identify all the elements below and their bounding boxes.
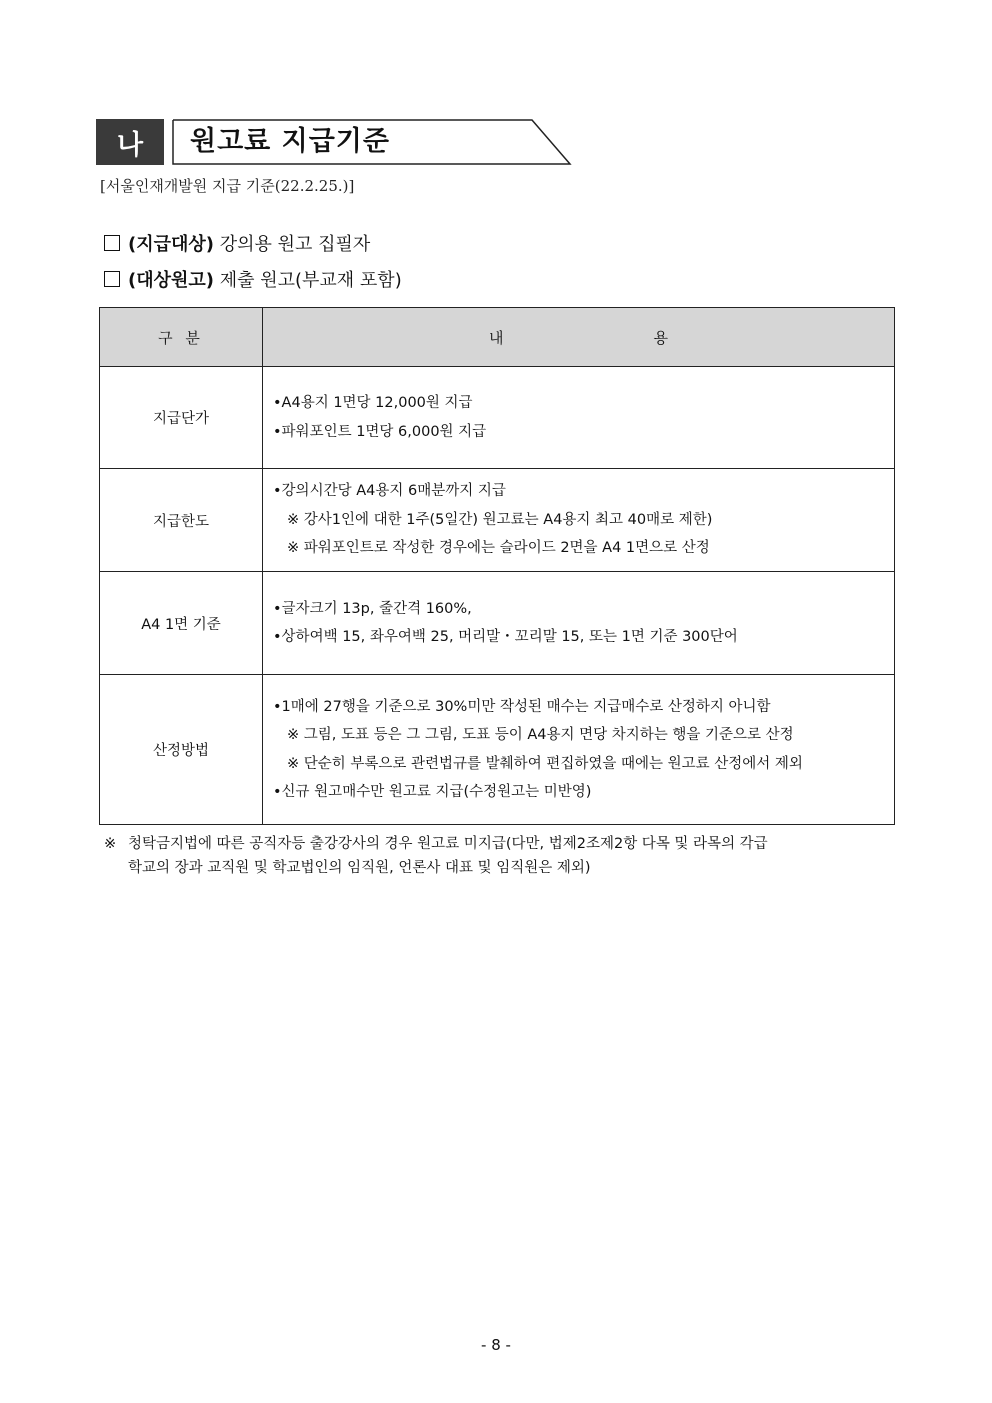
section-title: 원고료 지급기준 xyxy=(190,126,390,157)
row-content xyxy=(263,572,895,675)
footnote-text-1: 청탁금지법에 따른 공직자등 출강강사의 경우 원고료 미지급(다만, 법제2조제2항 다목 및 라목의 각급 xyxy=(128,836,768,852)
content-line: •강의시간당 A4용지 6매분까지 지급 xyxy=(273,483,506,500)
content-line: •A4용지 1면당 12,000원 지급 xyxy=(273,395,473,411)
table-header-row xyxy=(100,308,895,367)
item-label: (지급대상) xyxy=(128,234,215,255)
header-content-b: 용 xyxy=(653,328,668,347)
content-line: •1매에 27행을 기준으로 30%미만 작성된 매수는 지급매수로 산정하지 아니함 xyxy=(273,698,771,715)
header-content-a: 내 xyxy=(489,328,504,347)
table-row xyxy=(100,469,895,572)
content-line: •신규 원고매수만 원고료 지급(수정원고는 미반영) xyxy=(273,784,592,800)
section-title-box xyxy=(172,119,472,165)
item-target-manuscript xyxy=(104,266,402,292)
checkbox-square-icon xyxy=(104,271,120,287)
source-note: [서울인재개발원 지급 기준(22.2.25.)] xyxy=(100,177,355,195)
content-note: ※ 강사1인에 대한 1주(5일간) 원고료는 A4용지 최고 40매로 제한) xyxy=(287,511,713,528)
content-line: •파워포인트 1면당 6,000원 지급 xyxy=(273,423,487,440)
footnote-text-2: 학교의 장과 교직원 및 학교법인의 임직원, 언론사 대표 및 임직원은 제외) xyxy=(128,860,591,876)
header-category: 구 분 xyxy=(100,308,263,367)
table-row xyxy=(100,572,895,675)
row-category: 지급단가 xyxy=(100,367,263,469)
item-text: 강의용 원고 집필자 xyxy=(214,234,371,255)
content-line: •상하여백 15, 좌우여백 25, 머리말・꼬리말 15, 또는 1면 기준 300단어 xyxy=(273,629,738,645)
checkbox-square-icon xyxy=(104,235,120,251)
section-badge: 나 xyxy=(96,119,164,165)
row-category: A4 1면 기준 xyxy=(100,572,263,675)
section-header xyxy=(96,119,476,165)
row-content xyxy=(263,675,895,825)
content-note: ※ 그림, 도표 등은 그 그림, 도표 등이 A4용지 면당 차지하는 행을 기준으로 산정 xyxy=(287,727,794,743)
item-text: 제출 원고(부교재 포함) xyxy=(214,270,402,291)
row-category: 지급한도 xyxy=(100,469,263,572)
content-note: ※ 단순히 부록으로 관련법규를 발췌하여 편집하였을 때에는 원고료 산정에서 제외 xyxy=(287,755,803,772)
row-content xyxy=(263,469,895,572)
row-content xyxy=(263,367,895,469)
item-payment-target xyxy=(104,230,370,256)
table-row xyxy=(100,675,895,825)
footnote xyxy=(104,832,896,880)
criteria-table xyxy=(99,307,895,825)
reference-mark-icon: ※ xyxy=(104,836,117,852)
header-content xyxy=(263,308,895,367)
content-line: •글자크기 13p, 줄간격 160%, xyxy=(273,600,472,617)
table-row xyxy=(100,367,895,469)
page-number: - 8 - xyxy=(481,1336,511,1354)
footnote-line-1 xyxy=(104,832,896,856)
row-category: 산정방법 xyxy=(100,675,263,825)
item-label: (대상원고) xyxy=(128,270,215,291)
content-note: ※ 파워포인트로 작성한 경우에는 슬라이드 2면을 A4 1면으로 산정 xyxy=(287,540,710,557)
